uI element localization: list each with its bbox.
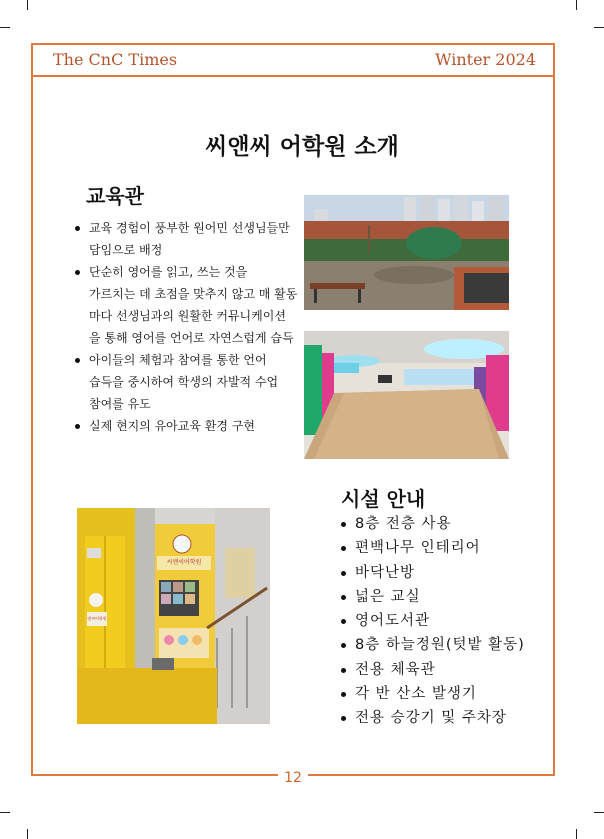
door-sticker: 앤씨어학원 [87,616,107,621]
list-item: 8층 전층 사용 [355,512,545,536]
facilities-heading: 시설 안내 [341,487,426,511]
crop-mark [594,27,604,28]
education-list [89,217,299,437]
list-item: 각 반 산소 발생기 [355,682,545,706]
crop-mark [0,812,10,813]
list-item: 바닥난방 [355,561,545,585]
crop-mark [27,0,28,10]
list-item: 영어도서관 [355,609,545,633]
facilities-list [355,512,545,731]
list-item: 아이들의 체험과 참여를 통한 언어 습득을 중시하여 학생의 자발적 수업 참여를 유도 [89,349,299,415]
issue-label: Winter 2024 [435,50,536,69]
list-item: 넓은 교실 [355,585,545,609]
elevator-hallway-photo [77,508,270,724]
list-item: 8층 하늘정원(텃밭 활동) [355,633,545,657]
list-item: 단순히 영어를 읽고, 쓰는 것을 가르치는 데 초점을 맞추지 않고 매 활동 마다 선생님과의 원활한 커뮤니케이션 을 통해 영어를 언어로 자연스럽게 습득 [89,261,299,349]
crop-mark [594,812,604,813]
header-rule [31,75,555,77]
list-item: 편백나무 인테리어 [355,536,545,560]
list-item: 교육 경험이 풍부한 원어민 선생님들만 담임으로 배정 [89,217,299,261]
page-title: 씨앤씨 어학원 소개 [205,134,399,160]
crop-mark [0,27,10,28]
publication-name: The CnC Times [53,50,178,69]
crop-mark [576,829,577,839]
elevator-sign: 씨앤씨어학원 [166,559,202,566]
rooftop-garden-photo [304,195,509,310]
list-item: 실제 현지의 유아교육 환경 구현 [89,415,299,437]
page-number: 12 [278,770,308,786]
crop-mark [576,0,577,10]
list-item: 전용 체육관 [355,658,545,682]
education-heading: 교육관 [86,184,144,208]
gym-photo [304,331,509,459]
crop-mark [27,829,28,839]
list-item: 전용 승강기 및 주차장 [355,706,545,730]
